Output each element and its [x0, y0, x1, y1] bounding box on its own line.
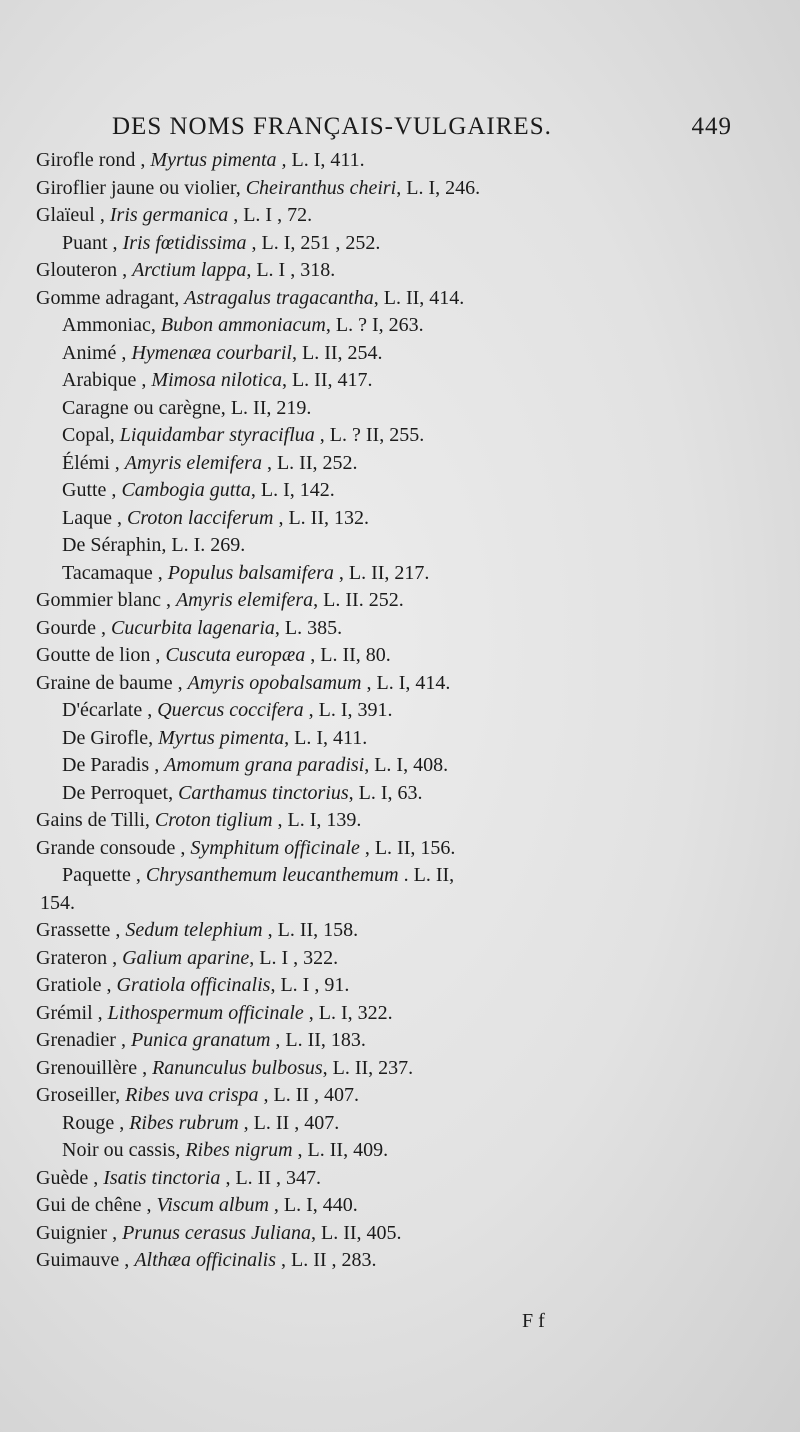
entry-common-name: Copal,: [62, 424, 120, 446]
entry-reference: , L. II, 156.: [359, 836, 456, 859]
entry-reference: , L. II , 407.: [238, 1111, 340, 1134]
entry-latin-name: Ribes rubrum: [129, 1111, 239, 1134]
entry-common-name: Noir ou cassis,: [62, 1139, 186, 1161]
index-entry: [0, 477, 800, 505]
entry-reference: , L. I, 251 , 252.: [246, 231, 381, 254]
index-entry: [0, 807, 800, 835]
entry-latin-name: Populus balsamifera: [167, 561, 334, 584]
entry-reference: , L. II, 409.: [292, 1139, 389, 1161]
index-entry: [0, 312, 800, 340]
entry-common-name: Guimauve ,: [36, 1249, 135, 1271]
index-entry: [0, 367, 800, 395]
index-entry: [0, 945, 800, 973]
entry-reference: , L. I, 63.: [348, 781, 423, 804]
index-entry: [0, 505, 800, 533]
entry-reference: , L. II, 405.: [310, 1221, 402, 1244]
index-entry: [0, 752, 800, 780]
entry-latin-name: Althæa officinalis: [134, 1249, 276, 1271]
entry-latin-name: Amyris opobalsamum: [187, 671, 362, 694]
entry-common-name: Groseiller,: [36, 1084, 126, 1106]
entry-latin-name: Croton lacciferum: [126, 506, 274, 529]
printer-signature-mark: F f: [522, 1310, 545, 1332]
entry-common-name: Grenadier ,: [36, 1029, 131, 1051]
index-entry: [0, 1247, 800, 1275]
index-entries: [0, 147, 800, 1275]
entry-common-name: Ammoniac,: [62, 314, 161, 336]
index-entry: [0, 257, 800, 285]
entry-latin-name: Ranunculus bulbosus: [152, 1056, 323, 1079]
index-entry: [0, 1220, 800, 1248]
index-entry: [0, 230, 800, 258]
entry-reference: , L. I, 142.: [250, 479, 335, 501]
index-entry: [0, 862, 800, 890]
entry-common-name: Gourde ,: [36, 616, 111, 639]
entry-reference: , L. II, 183.: [270, 1029, 366, 1051]
entry-reference: , L. I, 391.: [303, 699, 393, 721]
entry-reference: , L. II , 347.: [220, 1166, 321, 1189]
entry-latin-name: Punica granatum: [130, 1029, 271, 1051]
entry-common-name: Gomme adragant,: [36, 286, 185, 309]
entry-reference: , L. I , 91.: [270, 974, 350, 996]
entry-reference: 154.: [40, 891, 75, 914]
entry-latin-name: Amyris elemifera: [124, 451, 262, 474]
index-entry: [0, 642, 800, 670]
entry-reference: , L. ? II, 255.: [314, 424, 425, 446]
entry-common-name: Grateron ,: [36, 946, 123, 969]
entry-latin-name: Amyris elemifera: [175, 589, 314, 611]
entry-reference: , L. II , 283.: [275, 1249, 377, 1271]
entry-latin-name: Cheiranthus cheiri: [245, 176, 397, 199]
header-title: DES NOMS FRANÇAIS-VULGAIRES.: [112, 113, 552, 140]
entry-latin-name: Astragalus tragacantha: [184, 286, 374, 309]
index-entry: [0, 890, 800, 918]
entry-latin-name: Quercus coccifera: [157, 699, 304, 721]
index-entry: [0, 972, 800, 1000]
entry-common-name: Grassette ,: [36, 919, 126, 941]
entry-common-name: Gui de chêne ,: [36, 1194, 157, 1216]
index-entry: [0, 1137, 800, 1165]
entry-latin-name: Croton tiglium: [154, 809, 273, 831]
entry-common-name: Laque ,: [62, 506, 127, 529]
entry-common-name: Gratiole ,: [36, 974, 117, 996]
entry-reference: , L. 385.: [274, 616, 343, 639]
entry-common-name: Puant ,: [62, 231, 123, 254]
entry-common-name: Glaïeul ,: [36, 204, 110, 226]
entry-latin-name: Ribes uva crispa: [125, 1084, 259, 1106]
index-entry: [0, 1055, 800, 1083]
entry-latin-name: Liquidambar styraciflua: [119, 424, 315, 446]
entry-latin-name: Galium aparine: [122, 946, 250, 969]
entry-latin-name: Iris germanica: [109, 204, 229, 226]
entry-reference: , L. I , 318.: [246, 259, 336, 281]
entry-latin-name: Ribes nigrum: [185, 1139, 293, 1161]
entry-reference: . L. II,: [398, 864, 455, 886]
entry-reference: , L. I , 322.: [249, 946, 339, 969]
index-entry: [0, 395, 800, 423]
entry-reference: , L. I, 246.: [396, 176, 481, 199]
entry-latin-name: Lithospermum officinale: [107, 1001, 304, 1024]
running-header: [112, 113, 732, 141]
entry-common-name: De Girofle,: [62, 726, 159, 749]
entry-latin-name: Sedum telephium: [125, 919, 263, 941]
entry-common-name: Guède ,: [36, 1166, 104, 1189]
entry-common-name: Goutte de lion ,: [36, 644, 166, 666]
entry-common-name: De Paradis ,: [62, 754, 165, 776]
entry-reference: , L. II, 132.: [273, 506, 369, 529]
entry-latin-name: Cucurbita lagenaria: [110, 616, 275, 639]
index-entry: [0, 670, 800, 698]
entry-latin-name: Amomum grana paradisi: [164, 754, 365, 776]
index-entry: [0, 285, 800, 313]
entry-reference: , L. I , 72.: [228, 204, 313, 226]
index-entry: [0, 147, 800, 175]
index-entry: [0, 725, 800, 753]
index-entry: [0, 835, 800, 863]
index-entry: [0, 1192, 800, 1220]
entry-reference: , L. ? I, 263.: [325, 314, 424, 336]
entry-common-name: Giroflier jaune ou violier,: [36, 176, 246, 199]
index-entry: [0, 1027, 800, 1055]
index-entry: [0, 422, 800, 450]
entry-common-name: Graine de baume ,: [36, 671, 188, 694]
index-entry: [0, 340, 800, 368]
entry-reference: , L. II, 254.: [291, 341, 383, 364]
entry-common-name: Gains de Tilli,: [36, 809, 155, 831]
entry-reference: , L. II, 80.: [305, 644, 391, 666]
entry-common-name: Grenouillère ,: [36, 1056, 153, 1079]
index-entry: [0, 450, 800, 478]
entry-reference: , L. II. 252.: [313, 589, 404, 611]
entry-latin-name: Isatis tinctoria: [103, 1166, 221, 1189]
entry-latin-name: Viscum album: [156, 1194, 269, 1216]
entry-common-name: Grande consoude ,: [36, 836, 191, 859]
entry-reference: , L. I, 408.: [364, 754, 449, 776]
index-entry: [0, 532, 800, 560]
entry-common-name: Guignier ,: [36, 1221, 123, 1244]
entry-common-name: Gutte ,: [62, 479, 122, 501]
entry-common-name: Animé ,: [62, 341, 132, 364]
entry-common-name: De Séraphin,: [62, 534, 172, 556]
entry-reference: , L. II , 407.: [258, 1084, 360, 1106]
entry-common-name: D'écarlate ,: [62, 699, 158, 721]
entry-common-name: Arabique ,: [62, 369, 152, 391]
entry-latin-name: Myrtus pimenta: [158, 726, 285, 749]
entry-reference: , L. II, 217.: [333, 561, 430, 584]
index-entry: [0, 560, 800, 588]
index-entry: [0, 780, 800, 808]
entry-reference: , L. I, 322.: [303, 1001, 393, 1024]
entry-common-name: Glouteron ,: [36, 259, 133, 281]
index-entry: [0, 697, 800, 725]
index-entry: [0, 587, 800, 615]
entry-common-name: Girofle rond ,: [36, 149, 151, 171]
index-entry: [0, 615, 800, 643]
entry-latin-name: Gratiola officinalis: [116, 974, 271, 996]
entry-reference: , L. II, 417.: [281, 369, 373, 391]
entry-common-name: Tacamaque ,: [62, 561, 168, 584]
index-entry: [0, 1082, 800, 1110]
entry-common-name: Rouge ,: [62, 1111, 130, 1134]
entry-reference: L. I, 411.: [291, 149, 365, 171]
index-entry: [0, 202, 800, 230]
entry-reference: , L. I, 411.: [284, 726, 368, 749]
entry-latin-name: Symphitum officinale: [190, 836, 360, 859]
entry-reference: L. I. 269.: [171, 534, 246, 556]
entry-latin-name: Hymenæa courbaril: [131, 341, 292, 364]
entry-reference: , L. II, 237.: [322, 1056, 414, 1079]
entry-latin-name: Carthamus tinctorius: [178, 781, 349, 804]
index-entry: [0, 1165, 800, 1193]
entry-latin-name: Myrtus pimenta ,: [150, 149, 292, 171]
entry-reference: , L. I, 440.: [268, 1194, 358, 1216]
entry-latin-name: Iris fœtidissima: [122, 231, 247, 254]
entry-latin-name: Mimosa nilotica: [151, 369, 282, 391]
page-number: 449: [691, 113, 732, 140]
entry-latin-name: Arctium lappa: [132, 259, 247, 281]
entry-reference: , L. II, 158.: [262, 919, 359, 941]
entry-reference: L. II, 219.: [230, 396, 312, 419]
index-entry: [0, 1000, 800, 1028]
entry-common-name: Caragne ou carègne,: [62, 396, 231, 419]
index-entry: [0, 175, 800, 203]
entry-common-name: De Perroquet,: [62, 781, 179, 804]
entry-latin-name: Chrysanthemum leucanthemum: [145, 864, 399, 886]
entry-reference: , L. I, 139.: [272, 809, 362, 831]
entry-common-name: Grémil ,: [36, 1001, 108, 1024]
entry-reference: , L. I, 414.: [361, 671, 451, 694]
entry-latin-name: Cambogia gutta: [121, 479, 251, 501]
index-entry: [0, 1110, 800, 1138]
entry-latin-name: Bubon ammoniacum: [160, 314, 326, 336]
entry-common-name: Élémi ,: [62, 451, 125, 474]
entry-reference: , L. II, 414.: [373, 286, 465, 309]
entry-latin-name: Cuscuta europæa: [165, 644, 306, 666]
entry-common-name: Paquette ,: [62, 864, 146, 886]
index-entry: [0, 917, 800, 945]
entry-reference: , L. II, 252.: [261, 451, 358, 474]
entry-common-name: Gommier blanc ,: [36, 589, 176, 611]
entry-latin-name: Prunus cerasus Juliana: [122, 1221, 311, 1244]
